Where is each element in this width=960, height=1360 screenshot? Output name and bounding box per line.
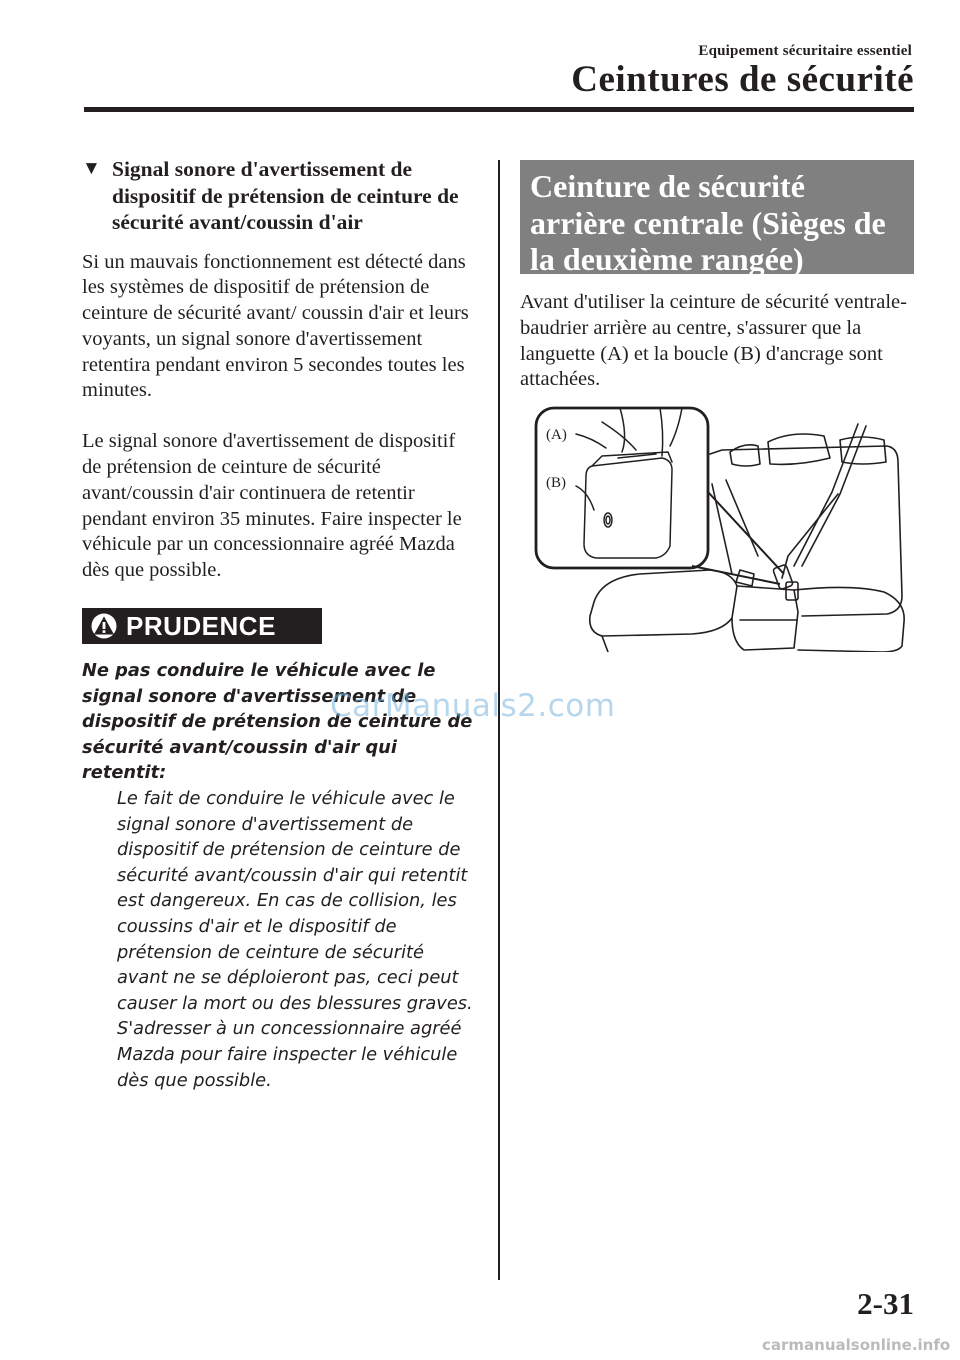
figure-label-a: (A) [546,427,567,443]
section-subtitle: Equipement sécuritaire essentiel [698,43,912,59]
figure-label-b: (B) [546,475,566,491]
right-column [520,160,914,393]
triangle-bullet-icon: ▼ [82,158,101,179]
paragraph-duration: Le signal sonore d'avertissement de dispositif de prétension de ceinture de sécurité avant/coussin d'air continuera de retentir pendant environ 35 minutes. Faire inspecter le véhicule par un concessionnaire agréé Mazda dès que possible. [82,430,462,582]
left-column [82,156,478,1093]
paragraph-malfunction: Si un mauvais fonctionnement est détecté dans les systèmes de dispositif de prétension de ceinture de sécurité avant/ coussin d'air et leurs voyants, un signal sonore d'avertissement retentira pendant environ 5 secondes toutes les minutes. [82,250,469,402]
page-number: 2-31 [857,1286,914,1321]
page-title: Ceintures de sécurité [571,59,914,100]
watermark: CarManuals2.com [330,688,616,724]
section-heading-text: Signal sonore d'avertissement de dispositif de prétension de ceinture de sécurité avant/coussin d'air [112,157,459,234]
section-heading [82,156,478,236]
paragraph-rear-belt: Avant d'utiliser la ceinture de sécurité ventrale-baudrier arrière au centre, s'assurer que la languette (A) et la boucle (B) d'ancrage sont attachées. [520,291,907,391]
caution-bold-text: Ne pas conduire le véhicule avec le signal sonore d'avertissement de dispositif de prétension de ceinture de sécurité avant/coussin d'air qui retentit: [82,660,473,784]
caution-body-text: Le fait de conduire le véhicule avec le signal sonore d'avertissement de dispositif de prétension de ceinture de sécurité avant/coussin d'air qui retentit est dangereux. En cas de collision, les coussins d'air et le dispositif de prétension de ceinture de sécurité avant ne se déploieront pas, ceci peut causer la mort ou des blessures graves. [117,788,473,1014]
caution-body-text-2: S'adresser à un concessionnaire agréé Mazda pour faire inspecter le véhicule dès que possible. [117,1018,462,1091]
rear-seat-illustration [532,406,916,652]
footer-watermark: carmanualsonline.info [762,1336,951,1354]
caution-label: PRUDENCE [126,610,276,641]
warning-icon [91,613,117,639]
caution-header [82,608,322,644]
section-banner: Ceinture de sécurité arrière centrale (Sièges de la deuxième rangée) [520,160,914,274]
header-rule [84,107,914,112]
